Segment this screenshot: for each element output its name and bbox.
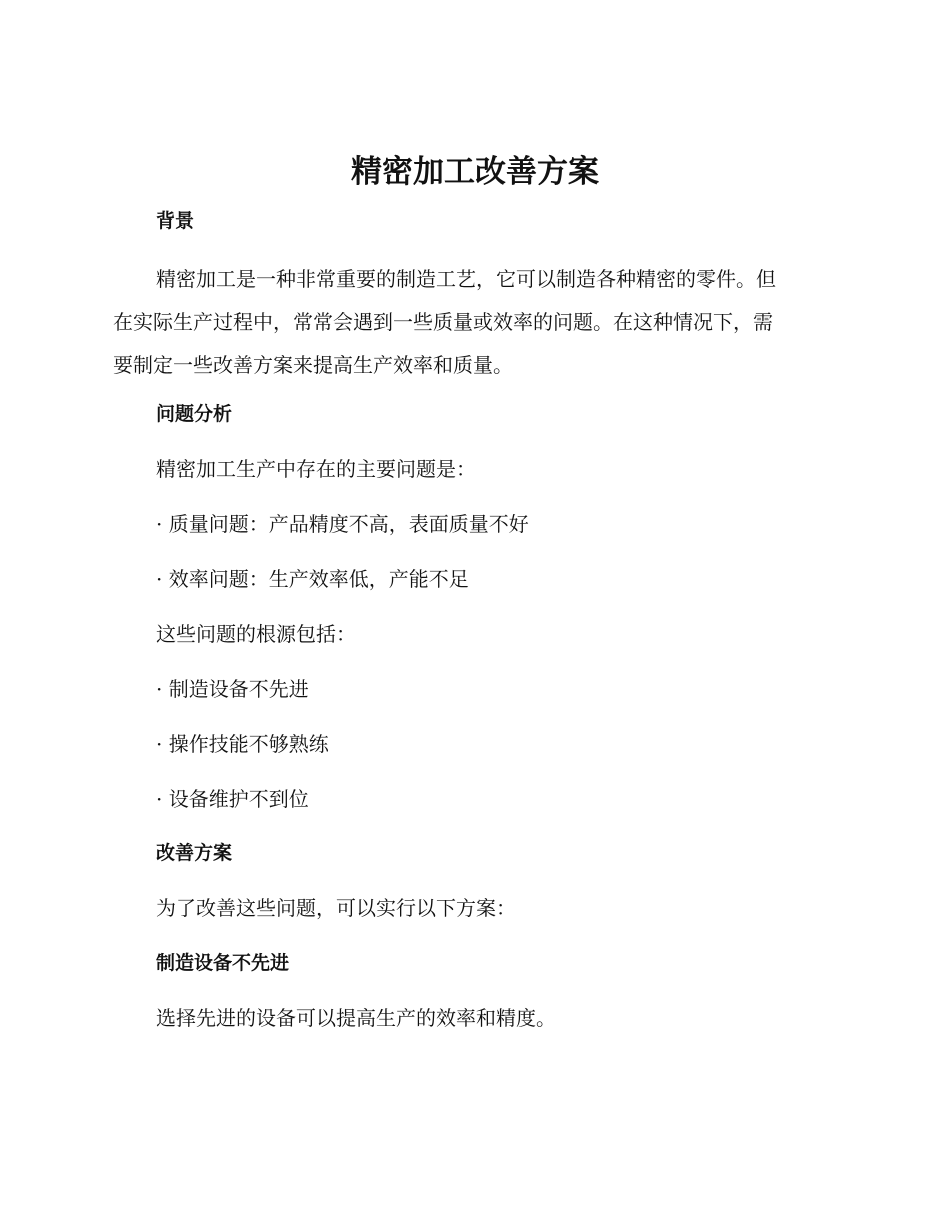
background-paragraph [113, 258, 833, 387]
root-cause-intro: 这些问题的根源包括： [156, 622, 356, 646]
problem-list-item: · 效率问题：生产效率低，产能不足 [156, 567, 469, 591]
paragraph-line: 精密加工是一种非常重要的制造工艺，它可以制造各种精密的零件。但 [156, 267, 776, 291]
document-title: 精密加工改善方案 [351, 154, 599, 190]
root-cause-item: · 制造设备不先进 [156, 677, 309, 701]
problem-list-item: · 质量问题：产品精度不高，表面质量不好 [156, 512, 529, 536]
problem-intro: 精密加工生产中存在的主要问题是： [156, 457, 476, 481]
root-cause-item: · 操作技能不够熟练 [156, 732, 329, 756]
heading-problem-analysis: 问题分析 [156, 403, 233, 425]
improvement-intro: 为了改善这些问题，可以实行以下方案： [156, 896, 516, 920]
root-cause-item: · 设备维护不到位 [156, 787, 309, 811]
heading-background: 背景 [156, 210, 195, 232]
heading-equipment: 制造设备不先进 [156, 952, 290, 974]
paragraph-line: 要制定一些改善方案来提高生产效率和质量。 [113, 353, 513, 377]
paragraph-line: 在实际生产过程中，常常会遇到一些质量或效率的问题。在这种情况下，需 [113, 310, 773, 334]
heading-improvement: 改善方案 [156, 842, 233, 864]
equipment-text: 选择先进的设备可以提高生产的效率和精度。 [156, 1006, 556, 1030]
